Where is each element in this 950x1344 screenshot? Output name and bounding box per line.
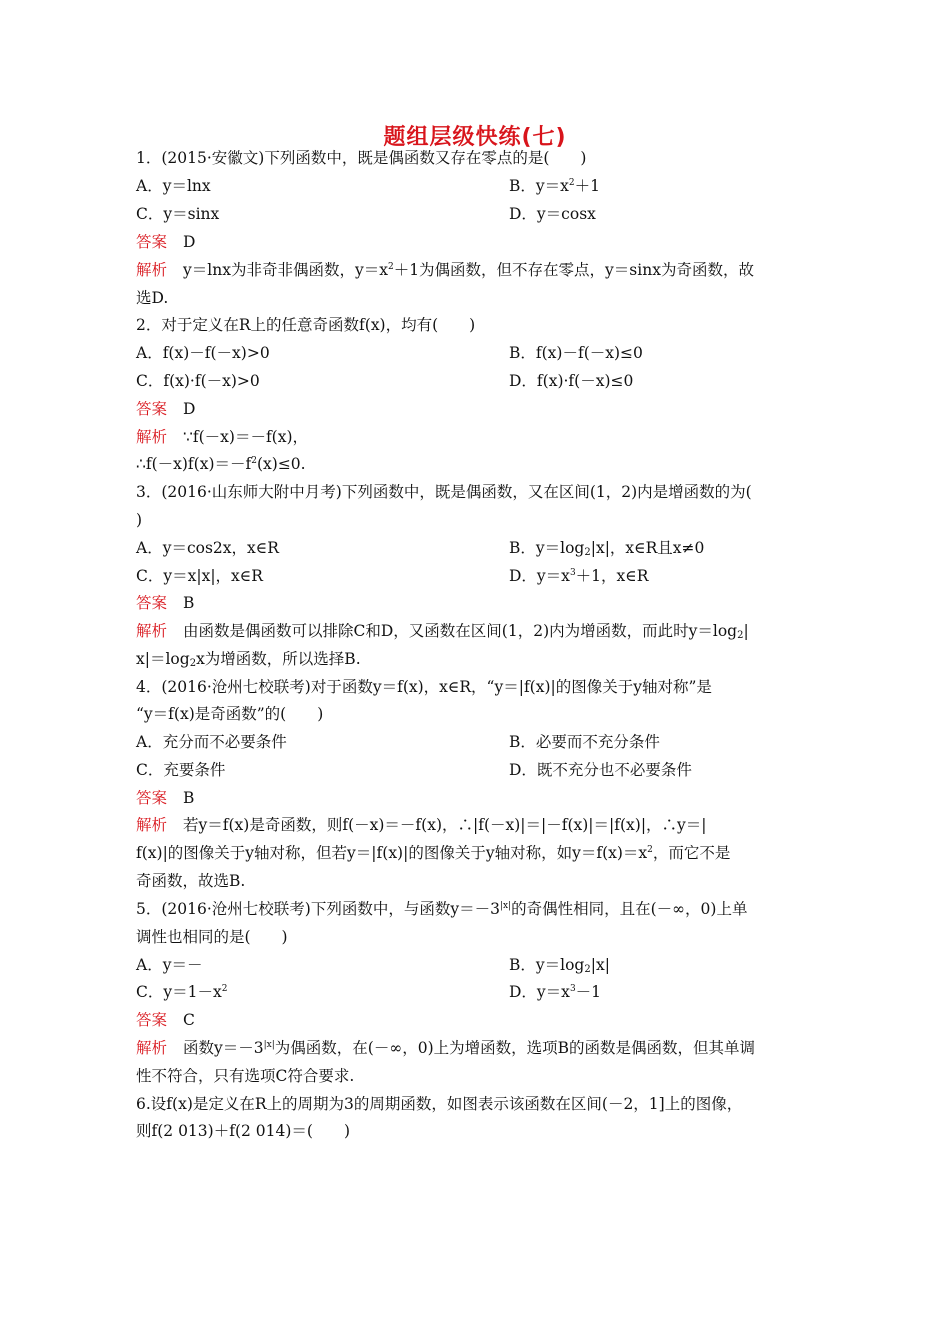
q2-answer: 答案 D [136,400,196,418]
q5-stem-cont: 调性也相同的是( ) [136,928,288,946]
q5-stem: 5．(2016·沧州七校联考)下列函数中，与函数$y=-3^{|x|}$的奇偶性相同，且在(－∞，0)上单 [136,900,748,918]
q5-answer: 答案 C [136,1011,195,1029]
q5-option-d: D．$y=x^3-1$ [509,983,602,1001]
q1-stem: 1．(2015·安徽文)下列函数中，既是偶函数又存在零点的是( ) [136,149,587,167]
q1-option-b: B．$y=x^2+1$ [509,177,600,195]
q2-option-b: B．f(x)－f(－x)≤0 [509,344,643,362]
page-title: 题组层级快练(七) [383,125,567,150]
q4-option-a: A．充分而不必要条件 [136,733,287,751]
q5-analysis: 解析 函数$y=-3^{|x|}$为偶函数，在(－∞，0)上为增函数，选项B的函数是偶函数，但其单调 [136,1039,756,1057]
q3-analysis-cont: $x|=\log_2x$为增函数，所以选择B. [136,650,361,669]
q4-stem: 4．(2016·沧州七校联考)对于函数y＝f(x)，x∈R，“y＝|f(x)|的图像关于y轴对称”是 [136,678,712,696]
q5-option-a: A．y＝－ [136,956,203,974]
q5-option-b: B．$y=\log_2|x|$ [509,956,610,975]
q2-option-a: A．f(x)－f(－x)>0 [136,344,270,362]
q4-stem-cont: “y＝f(x)是奇函数”的( ) [136,705,324,723]
q2-stem: 2．对于定义在R上的任意奇函数f(x)，均有( ) [136,316,476,334]
q3-stem-cont: ) [136,511,143,529]
q4-option-c: C．充要条件 [136,761,226,779]
q3-option-c: C．y＝x|x|，x∈R [136,567,263,585]
q3-option-b: B．$y=\log_2|x|$，x∈R且x≠0 [509,539,705,558]
q4-answer: 答案 B [136,789,195,807]
q5-option-c: C．$y=1-x^2$ [136,983,228,1001]
q1-analysis: 解析 y＝lnx为非奇非偶函数，$y=x^2+1$为偶函数，但不存在零点，y＝sinx为奇函数，故 [136,261,754,279]
q6-stem-cont: 则f(2 013)＋f(2 014)＝( ) [136,1122,351,1140]
q2-analysis-cont: $\therefore f(-x)f(x)=-f^2(x)\le 0$. [136,455,306,473]
q1-analysis-cont: 选D. [136,289,169,307]
q1-answer: 答案 D [136,233,196,251]
q2-option-d: D．f(x)·f(－x)≤0 [509,372,634,390]
q1-option-c: C．y＝sinx [136,205,220,223]
q2-option-c: C．f(x)·f(－x)>0 [136,372,260,390]
q2-analysis: 解析 ∵f(－x)＝－f(x)， [136,428,309,446]
q3-option-d: D．$y=x^3+1$，x∈R [509,567,649,585]
q3-option-a: A．y＝cos2x，x∈R [136,539,279,557]
q4-analysis-cont: f(x)|的图像关于y轴对称，但若y＝|f(x)|的图像关于y轴对称，如$y=f(x)=x^2$，而它不是 [136,844,731,862]
q3-stem: 3．(2016·山东师大附中月考)下列函数中，既是偶函数，又在区间(1，2)内是增函数的为( [136,483,752,501]
q6-stem: 6.设f(x)是定义在R上的周期为3的周期函数，如图表示该函数在区间(－2，1]上的图像， [136,1095,743,1113]
q1-option-d: D．y＝cosx [509,205,596,223]
q3-analysis: 解析 由函数是偶函数可以排除C和D，又函数在区间(1，2)内为增函数，而此时$y=\log_2|$ [136,622,749,641]
q4-analysis: 解析 若y＝f(x)是奇函数，则f(－x)＝－f(x)，∴|f(－x)|＝|－f(x)|＝|f(x)|，∴y＝| [136,816,707,834]
q4-option-d: D．既不充分也不必要条件 [509,761,692,779]
q1-option-a: A．y＝lnx [136,177,211,195]
q4-option-b: B．必要而不充分条件 [509,733,660,751]
q3-answer: 答案 B [136,594,195,612]
q4-analysis-end: 奇函数，故选B. [136,872,246,890]
q5-analysis-cont: 性不符合，只有选项C符合要求. [136,1067,355,1085]
